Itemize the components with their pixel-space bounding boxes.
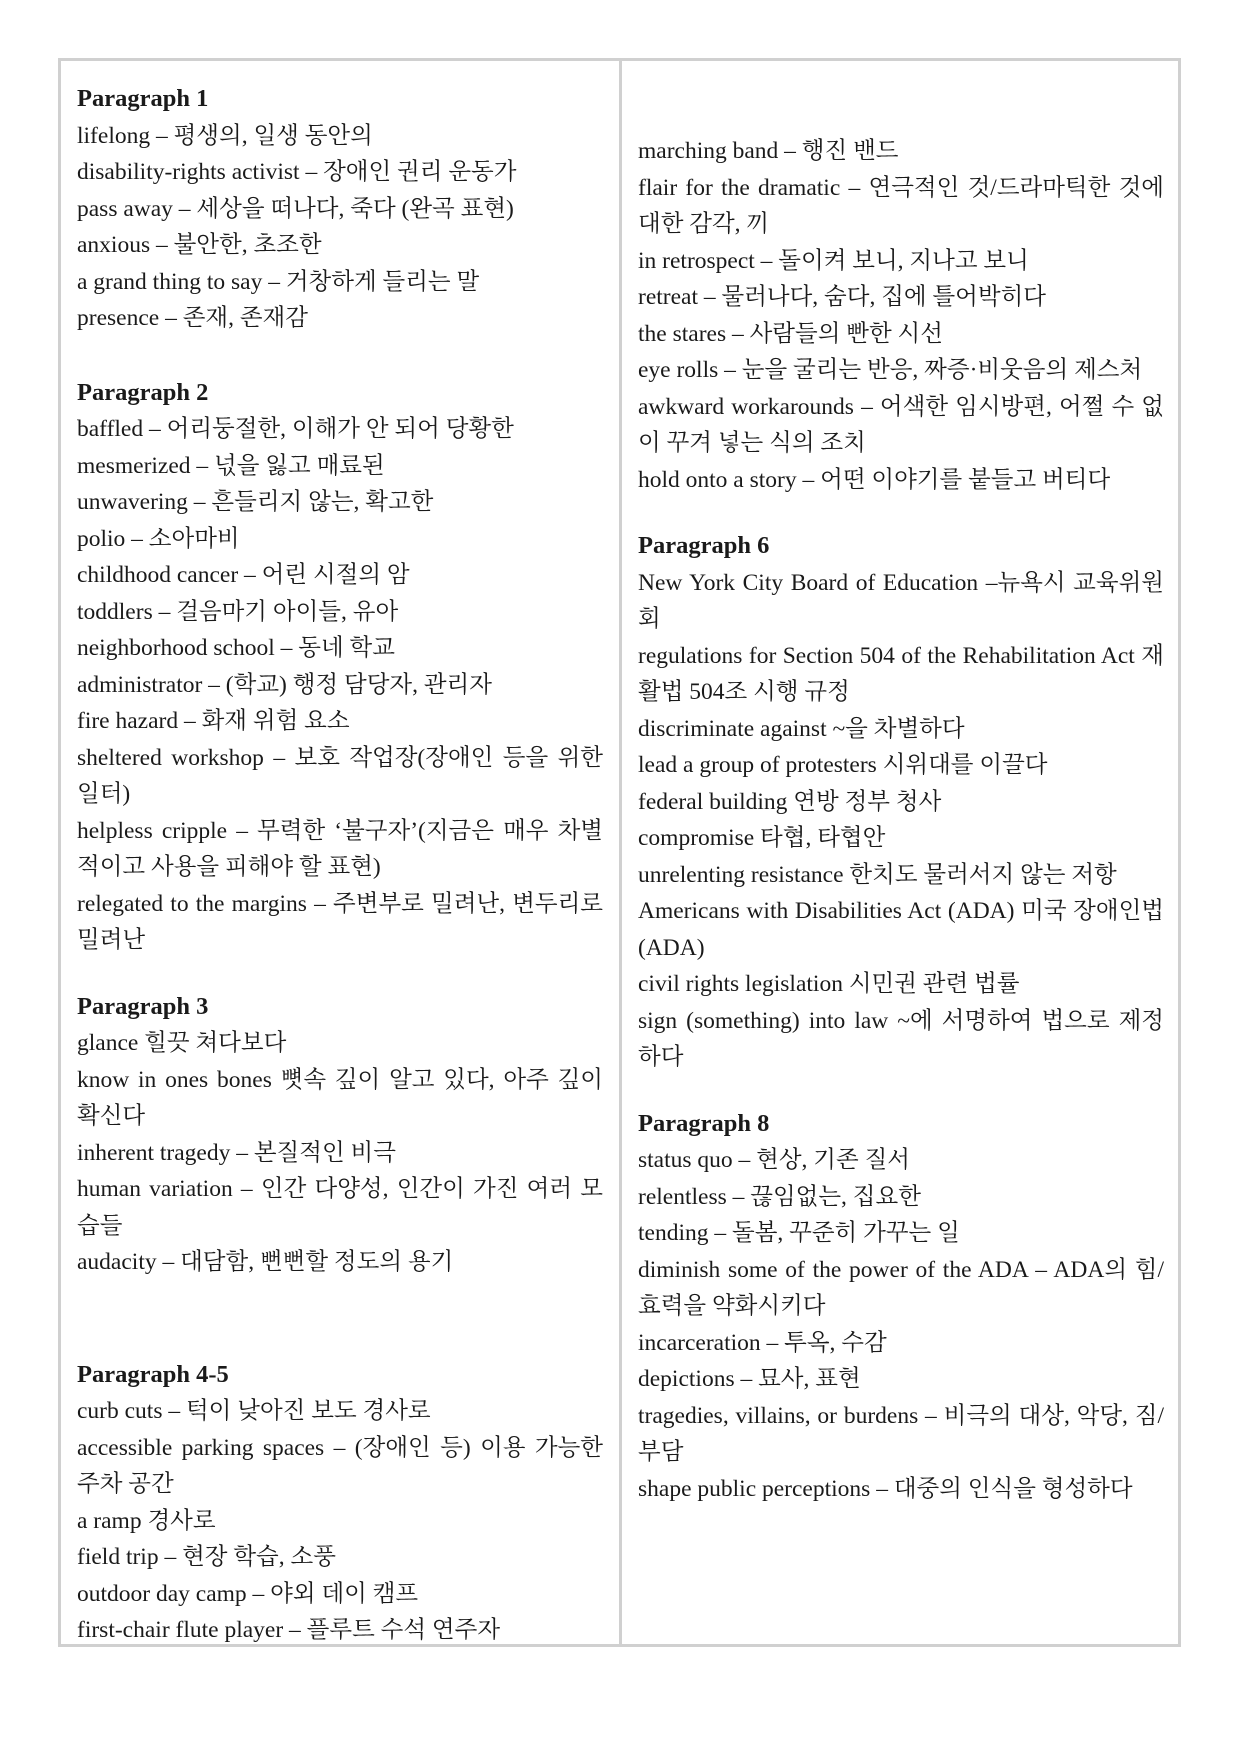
vocab-item: mesmerized – 넋을 잃고 매료된 xyxy=(77,452,385,479)
vocab-item: hold onto a story – 어떤 이야기를 붙들고 버티다 xyxy=(638,466,1111,493)
section-heading: Paragraph 2 xyxy=(77,378,209,406)
vocab-list xyxy=(77,118,603,337)
vocab-item: depictions – 묘사, 표현 xyxy=(638,1366,861,1392)
vocab-item: marching band – 행진 밴드 xyxy=(638,138,899,164)
vocab-item: administrator – (학교) 행정 담당자, 관리자 xyxy=(77,671,492,698)
vocab-item: pass away – 세상을 떠나다, 죽다 (완곡 표현) xyxy=(77,195,514,222)
vocab-item: tending – 돌봄, 꾸준히 가꾸는 일 xyxy=(638,1220,960,1246)
section-heading: Paragraph 4-5 xyxy=(77,1360,229,1388)
vocab-item: retreat – 물러나다, 숨다, 집에 틀어박히다 xyxy=(638,284,1046,310)
vocab-item: unwavering – 흔들리지 않는, 확고한 xyxy=(77,489,434,515)
right-column xyxy=(622,61,1178,1644)
vocab-item: curb cuts – 턱이 낮아진 보도 경사로 xyxy=(77,1398,431,1424)
vocab-item: know in ones bones 뼛속 깊이 알고 있다, 아주 깊이 확신다 xyxy=(77,1066,603,1129)
section-heading: Paragraph 8 xyxy=(638,1109,770,1137)
vocab-item: New York City Board of Education –뉴욕시 교육위원회 xyxy=(638,569,1164,632)
vocab-item: the stares – 사람들의 빤한 시선 xyxy=(638,320,943,347)
section-heading: Paragraph 6 xyxy=(638,532,770,559)
section-heading: Paragraph 3 xyxy=(77,992,209,1020)
vocab-item: discriminate against ~을 차별하다 xyxy=(638,715,965,742)
vocab-list xyxy=(77,1025,603,1281)
vocab-item: relegated to the margins – 주변부로 밀려난, 변두리로 밀려난 xyxy=(77,890,603,953)
vocab-item: toddlers – 걸음마기 아이들, 유아 xyxy=(77,598,399,625)
vocab-item: diminish some of the power of the ADA – ADA의 힘/효력을 약화시키다 xyxy=(638,1256,1164,1319)
vocab-list xyxy=(77,1393,603,1649)
vocab-item: fire hazard – 화재 위험 요소 xyxy=(77,708,350,734)
vocab-item: field trip – 현장 학습, 소풍 xyxy=(77,1544,336,1570)
section-heading: Paragraph 1 xyxy=(77,85,209,112)
vocab-list xyxy=(638,133,1164,498)
vocab-item: federal building 연방 정부 청사 xyxy=(638,788,942,815)
vocab-item: baffled – 어리둥절한, 이해가 안 되어 당황한 xyxy=(77,416,514,442)
vocab-item: accessible parking spaces – (장애인 등) 이용 가능한 주차 공간 xyxy=(77,1434,603,1497)
vocab-item: presence – 존재, 존재감 xyxy=(77,305,308,331)
vocab-item: disability-rights activist – 장애인 권리 운동가 xyxy=(77,159,517,185)
vocab-item: neighborhood school – 동네 학교 xyxy=(77,635,395,661)
vocab-item: in retrospect – 돌이켜 보니, 지나고 보니 xyxy=(638,247,1029,274)
vocab-item: relentless – 끊임없는, 집요한 xyxy=(638,1183,921,1210)
vocab-list xyxy=(638,1142,1164,1507)
vocab-item: eye rolls – 눈을 굴리는 반응, 짜증·비웃음의 제스처 xyxy=(638,357,1143,383)
vocab-item: tragedies, villains, or burdens – 비극의 대상, 악당, 짐/부담 xyxy=(638,1402,1164,1465)
vocab-item: audacity – 대담함, 뻔뻔할 정도의 용기 xyxy=(77,1249,454,1275)
vocab-list xyxy=(77,411,603,959)
vocab-item: incarceration – 투옥, 수감 xyxy=(638,1329,887,1356)
vocab-item: awkward workarounds – 어색한 임시방편, 어쩔 수 없이 꾸겨 넣는 식의 조치 xyxy=(638,393,1164,456)
vocab-list xyxy=(638,565,1164,1076)
vocab-item: inherent tragedy – 본질적인 비극 xyxy=(77,1139,396,1166)
vocab-item: childhood cancer – 어린 시절의 암 xyxy=(77,562,410,588)
vocab-item: compromise 타협, 타협안 xyxy=(638,825,886,851)
vocab-item: human variation – 인간 다양성, 인간이 가진 여러 모습들 xyxy=(77,1176,603,1239)
vocab-item: shape public perceptions – 대중의 인식을 형성하다 xyxy=(638,1475,1133,1502)
vocab-item: civil rights legislation 시민권 관련 법률 xyxy=(638,971,1020,997)
vocab-item: anxious – 불안한, 초조한 xyxy=(77,232,322,258)
left-column xyxy=(61,61,622,1644)
vocab-item: status quo – 현상, 기존 질서 xyxy=(638,1147,910,1173)
vocab-item: outdoor day camp – 야외 데이 캠프 xyxy=(77,1580,419,1607)
vocab-item: sheltered workshop – 보호 작업장(장애인 등을 위한 일터) xyxy=(77,744,603,807)
vocab-item: lead a group of protesters 시위대를 이끌다 xyxy=(638,752,1048,778)
vocab-item: Americans with Disabilities Act (ADA) 미국 장애인법(ADA) xyxy=(638,898,1164,961)
vocabulary-page xyxy=(58,58,1181,1647)
vocab-item: a ramp 경사로 xyxy=(77,1507,216,1534)
vocab-item: unrelenting resistance 한치도 물러서지 않는 저항 xyxy=(638,861,1117,888)
vocab-item: lifelong – 평생의, 일생 동안의 xyxy=(77,122,373,149)
vocab-item: helpless cripple – 무력한 ‘불구자’(지금은 매우 차별적이고 사용을 피해야 할 표현) xyxy=(77,817,603,880)
vocab-item: flair for the dramatic – 연극적인 것/드라마틱한 것에 대한 감각, 끼 xyxy=(638,174,1164,237)
vocab-item: first-chair flute player – 플루트 수석 연주자 xyxy=(77,1617,501,1643)
vocab-item: polio – 소아마비 xyxy=(77,525,240,552)
vocab-item: sign (something) into law ~에 서명하여 법으로 제정하다 xyxy=(638,1007,1164,1070)
vocab-item: regulations for Section 504 of the Rehabilitation Act 재활법 504조 시행 규정 xyxy=(638,642,1164,705)
vocab-item: glance 힐끗 쳐다보다 xyxy=(77,1030,287,1056)
vocab-item: a grand thing to say – 거창하게 들리는 말 xyxy=(77,268,480,295)
